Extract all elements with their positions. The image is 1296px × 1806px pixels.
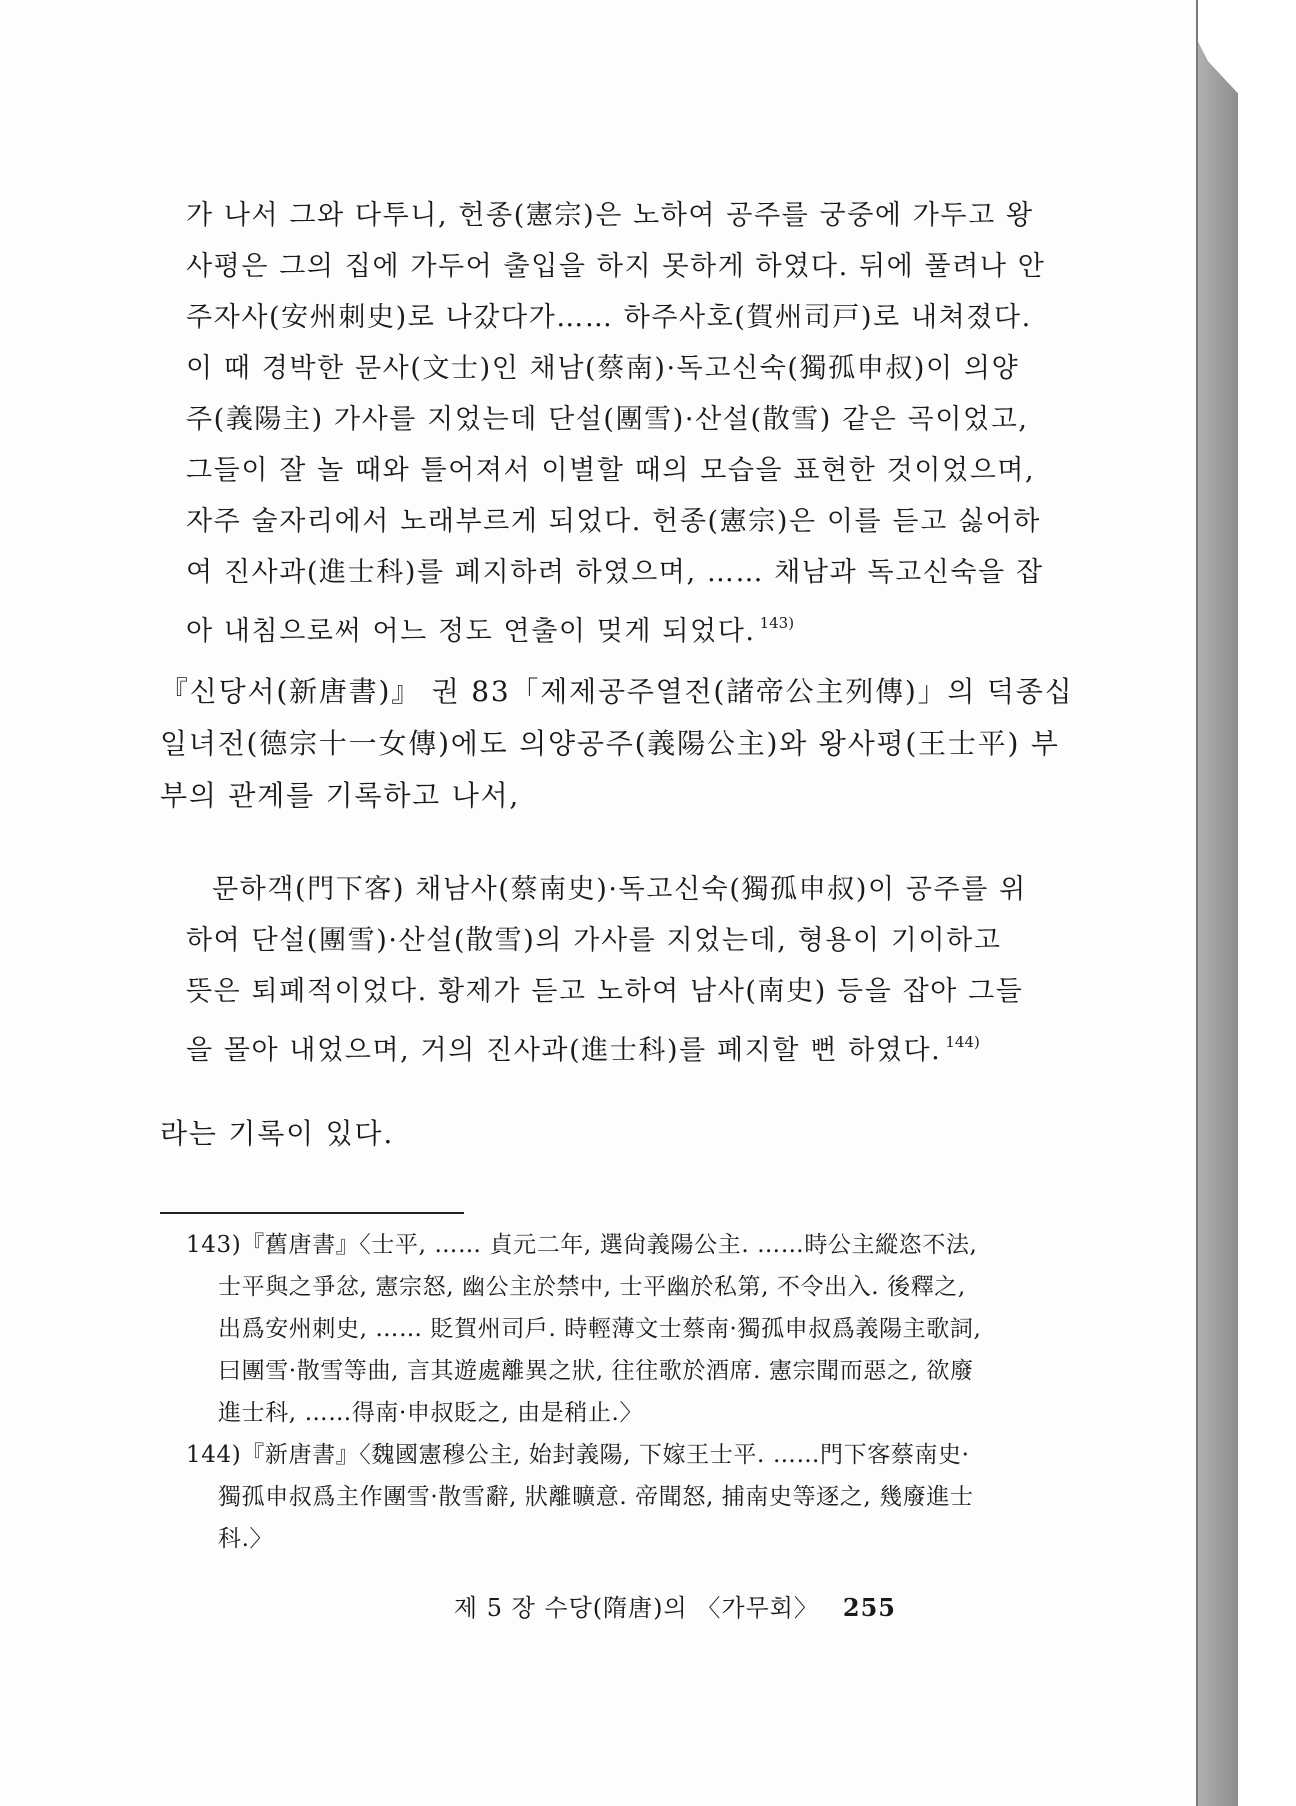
footnotes: [186, 1224, 1018, 1560]
footnote-143-line: 出爲安州刺史, …… 貶賀州司戶. 時輕薄文士蔡南·獨孤申叔爲義陽主歌詞,: [218, 1316, 982, 1342]
quote1-last-text: 아 내침으로써 어느 정도 연출이 멎게 되었다.: [186, 616, 756, 647]
quote2-last-text: 을 몰아 내었으며, 거의 진사과(進士科)를 폐지할 뻔 하였다.: [186, 1035, 942, 1066]
body-paragraph-1: [160, 666, 1074, 822]
quote2-line: 하여 단설(團雪)·산설(散雪)의 가사를 지었는데, 형용이 기이하고: [186, 925, 1002, 956]
block-quote-2: [186, 864, 1027, 1076]
chapter-title: 제 5 장 수당(隋唐)의 〈가무회〉: [453, 1594, 819, 1622]
quote1-line: 주(義陽主) 가사를 지었는데 단설(團雪)·산설(散雪) 같은 곡이었고,: [186, 404, 1029, 435]
footnote-143-line: 進士科, ……得南·申叔貶之, 由是稍止.〉: [218, 1400, 644, 1426]
block-quote-1: [186, 190, 1046, 657]
quote2-line: 뜻은 퇴폐적이었다. 황제가 듣고 노하여 남사(南史) 등을 잡아 그들: [186, 976, 1024, 1007]
body1-line: 일녀전(德宗十一女傳)에도 의양공주(義陽公主)와 왕사평(王士平) 부: [160, 727, 1060, 760]
body-paragraph-2: [160, 1108, 1018, 1160]
quote1-line: 사평은 그의 집에 가두어 출입을 하지 못하게 하였다. 뒤에 풀려나 안: [186, 251, 1046, 282]
body1-line: 부의 관계를 기록하고 나서,: [160, 779, 521, 812]
footnote-ref-144: 144): [945, 1033, 980, 1051]
footnote-rule: [160, 1212, 464, 1214]
footnote-143-line: 曰團雪·散雪等曲, 言其遊處離異之狀, 往往歌於酒席. 憲宗聞而惡之, 欲廢: [218, 1358, 974, 1384]
footnote-144-line: 科.〉: [218, 1526, 274, 1552]
body1-line: 『신당서(新唐書)』 권 83「제제공주열전(諸帝公主列傳)」의 덕종십: [160, 675, 1074, 708]
quote1-line: 이 때 경박한 문사(文士)인 채남(蔡南)·독고신숙(獨孤申叔)이 의양: [186, 353, 1020, 384]
quote1-line: 가 나서 그와 다투니, 헌종(憲宗)은 노하여 공주를 궁중에 가두고 왕: [186, 200, 1034, 231]
quote1-line: 주자사(安州刺史)로 나갔다가…… 하주사호(賀州司戸)로 내쳐졌다.: [186, 302, 1032, 333]
body2-line: 라는 기록이 있다.: [160, 1117, 395, 1150]
quote1-line: 여 진사과(進士科)를 폐지하려 하였으며, …… 채남과 독고신숙을 잡: [186, 557, 1044, 588]
footnote-144-line: 144)『新唐書』〈魏國憲穆公主, 始封義陽, 下嫁王士平. ……門下客蔡南史·: [186, 1442, 970, 1468]
footnote-143-line: 143)『舊唐書』〈士平, …… 貞元二年, 選尙義陽公主. ……時公主縱恣不法,: [186, 1232, 978, 1258]
quote1-line: [186, 598, 1016, 657]
quote1-line: 자주 술자리에서 노래부르게 되었다. 헌종(憲宗)은 이를 듣고 싫어하: [186, 506, 1041, 537]
quote2-line: 문하객(門下客) 채남사(蔡南史)·독고신숙(獨孤申叔)이 공주를 위: [212, 874, 1027, 905]
quote2-line: [186, 1017, 1018, 1076]
footnote-143-line: 士平與之爭忿, 憲宗怒, 幽公主於禁中, 士平幽於私第, 不令出入. 後釋之,: [218, 1274, 966, 1300]
page-number: 255: [842, 1593, 896, 1622]
quote1-line: 그들이 잘 놀 때와 틀어져서 이별할 때의 모습을 표현한 것이었으며,: [186, 455, 1036, 486]
footnote-144-line: 獨孤申叔爲主作團雪·散雪辭, 狀離曠意. 帝聞怒, 捕南史等逐之, 幾廢進士: [218, 1484, 974, 1510]
footnote-ref-143: 143): [759, 614, 795, 632]
running-footer: [454, 1588, 896, 1623]
